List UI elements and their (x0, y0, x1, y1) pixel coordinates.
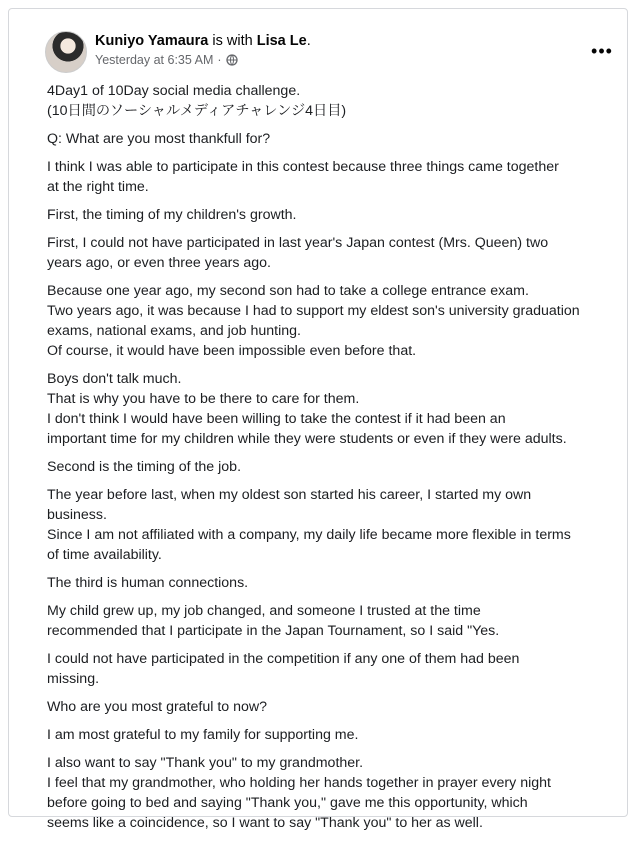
post-paragraph: The year before last, when my oldest son started his career, I started my own business. Since I am not affiliated with a company, my daily life became more flexible in terms of time availability. (47, 487, 571, 563)
tagged-user[interactable]: Lisa Le (256, 33, 307, 49)
post-card (8, 8, 628, 831)
post-paragraph: I also want to say "Thank you" to my grandmother. I feel that my grandmother, who holding her hands together in prayer every night before going to bed and saying "Thank you," gave me this opportunity, which seems like a coincidence, so I want to say "Thank you" to her as well. (47, 755, 551, 831)
meta-separator: · (217, 53, 222, 67)
post-paragraph: The third is human connections. (47, 575, 249, 591)
post-paragraph: First, I could not have participated in last year's Japan contest (Mrs. Queen) two years ago, or even three years ago. (47, 235, 549, 271)
post-paragraph: Q: What are you most thankfull for? (47, 131, 271, 147)
author-name[interactable]: Kuniyo Yamaura (95, 33, 209, 49)
globe-icon[interactable] (226, 54, 238, 66)
avatar[interactable] (45, 31, 87, 73)
post-meta (95, 53, 238, 67)
post-paragraph: I think I was able to participate in this contest because three things came together at the right time. (47, 159, 559, 195)
post-paragraph: First, the timing of my children's growth. (47, 207, 297, 223)
post-paragraph: Second is the timing of the job. (47, 459, 242, 475)
author-line-period: . (306, 33, 311, 49)
post-header (37, 21, 627, 77)
more-options-button[interactable] (587, 39, 617, 63)
post-paragraph: 4Day1 of 10Day social media challenge. (10日間のソーシャルメディアチャレンジ4日目) (47, 83, 347, 119)
post-paragraph: I could not have participated in the competition if any one of them had been missing. (47, 651, 520, 687)
author-line (95, 33, 311, 49)
post-paragraph: I am most grateful to my family for supporting me. (47, 727, 359, 743)
post-paragraph: Because one year ago, my second son had to take a college entrance exam. Two years ago, it was because I had to support my eldest son's university graduation exams, national exams, and job hunting. Of course, it would have been impossible even before that. (47, 283, 580, 359)
post-paragraph: Who are you most grateful to now? (47, 699, 268, 715)
post-timestamp[interactable]: Yesterday at 6:35 AM (95, 53, 214, 67)
with-text: is with (212, 33, 253, 49)
post-paragraph: Boys don't talk much. That is why you have to be there to care for them. I don't think I would have been willing to take the contest if it had been an important time for my children while they were students or even if they were adults. (47, 371, 567, 447)
more-options-icon: ••• (591, 40, 613, 61)
post-body (47, 81, 617, 841)
post-paragraph: My child grew up, my job changed, and someone I trusted at the time recommended that I participate in the Japan Tournament, so I said "Yes. (47, 603, 500, 639)
